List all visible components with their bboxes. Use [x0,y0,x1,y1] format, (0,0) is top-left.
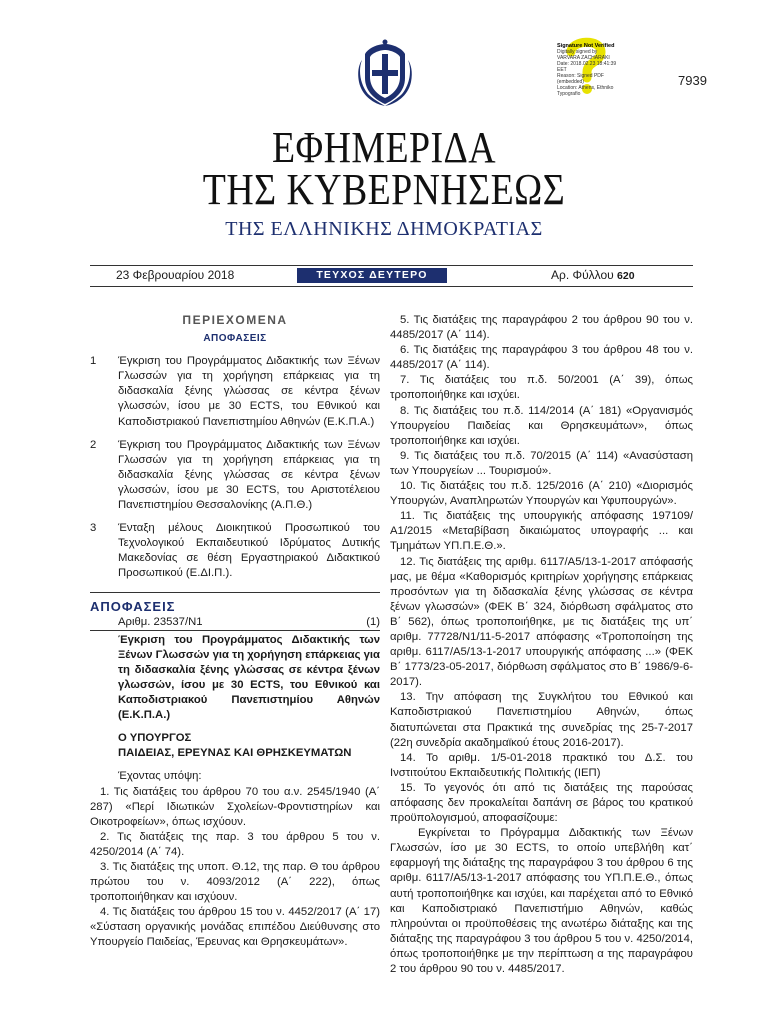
signature-details [557,43,616,97]
issue-series-badge: ΤΕΥΧΟΣ ΔΕΥΤΕΡΟ [297,268,447,283]
decision-paragraph: 5. Τις διατάξεις της παραγράφου 2 του άρθρου 90 του ν. 4485/2017 (Α΄ 114). [390,314,693,342]
decision-paragraph: 9. Τις διατάξεις του π.δ. 70/2015 (Α΄ 114) «Ανασύσταση των Υπουργείων ... Τουρισμού». [390,449,693,477]
decision-paragraph: 14. Το αριθμ. 1/5-01-2018 πρακτικό του Δ.Σ. του Ινστιτούτου Εκπαιδευτικής Πολιτικής (ΙΕΠ) [390,751,693,779]
signature-line: EET [557,67,567,73]
decision-paragraph: 7. Τις διατάξεις του π.δ. 50/2001 (Α΄ 39), όπως τροποποιήθηκε και ισχύει. [390,374,693,402]
signature-line: Date: 2018.02.23 18:41:39 [557,61,617,67]
decision-index: (1) [366,615,380,628]
gazette-subtitle: ΤΗΣ ΕΛΛΗΝΙΚΗΣ ΔΗΜΟΚΡΑΤΙΑΣ [225,218,543,240]
coat-of-arms-emblem [356,38,414,108]
issue-date: 23 Φεβρουαρίου 2018 [116,268,235,282]
toc-entry-number: 3 [90,522,97,535]
signature-line: VARVARA ZACHARAKI [557,55,610,61]
toc-entry-number: 2 [90,438,97,451]
signature-line: (embedded) [557,79,584,85]
signature-title: Signature Not Verified [557,43,615,49]
issue-bottom-rule [90,286,693,287]
gazette-title-line2: ΤΗΣ ΚΥΒΕΡΝΗΣΕΩΣ [202,165,566,214]
minister-line1: Ο ΥΠΟΥΡΓΟΣ [118,732,192,745]
toc-entry-text: Ένταξη μέλους Διοικητικού Προσωπικού του Τεχνολογικού Εκπαιδευτικού Ιδρύματος Δυτικής Μακεδονίας σε θέση Εργαστηριακού Διδακτικού Προσωπικού (Ε.ΔΙ.Π.). [118,522,380,580]
signature-line: Typografio [557,91,581,97]
decision-intro: Έχοντας υπόψη: [118,770,202,783]
toc-heading: ΠΕΡΙΕΧΟΜΕΝΑ [182,313,288,327]
toc-subheading: ΑΠΟΦΑΣΕΙΣ [203,333,267,345]
toc-entry [90,438,380,513]
decision-paragraph: 4. Τις διατάξεις του άρθρου 15 του ν. 4452/2017 (Α΄ 17) «Σύσταση οργανικής μονάδας επιπέδου Διεύθυνσης στο Υπουργείο Παιδείας, Έρευνας και Θρησκευμάτων». [90,906,380,949]
decision-title: Έγκριση του Προγράμματος Διδακτικής των Ξένων Γλωσσών για τη χορήγηση επάρκειας για τη διδασκαλία ξένης γλώσσας σε κέντρα ξένων γλωσσών, ίσου με 30 ECTS, του Εθνικού και Καποδιστριακού Πανεπιστημίου Αθηνών (Ε.Κ.Π.Α.) [118,633,380,722]
toc-entry-number: 1 [90,355,97,368]
signature-line: Digitally signed by [557,49,598,55]
toc-entry [90,521,380,581]
section-divider [90,592,380,593]
decision-paragraph: 11. Τις διατάξεις της υπουργικής απόφασης 197109/Α1/2015 «Μεταβίβαση δικαιώματος υπογραφής ... και Τμημάτων ΥΠ.Π.Ε.Θ.». [390,510,693,553]
decision-paragraph: 1. Τις διατάξεις του άρθρου 70 του α.ν. 2545/1940 (Α΄ 287) «Περί Ιδιωτικών Σχολείων-Φροντιστηρίων και Οικοτροφείων», όπως ισχύουν. [90,785,380,828]
sheet-number: 620 [617,270,635,282]
toc-entry-text: Έγκριση του Προγράμματος Διδακτικής των Ξένων Γλωσσών για τη χορήγηση επάρκειας για τη διδασκαλία ξένης γλώσσας σε κέντρα ξένων γλωσσών, ίσου με 30 ECTS, του Αριστοτέλειου Πανεπιστημίου Θεσσαλονίκης (Α.Π.Θ.) [118,438,380,512]
signature-line: Reason: Signed PDF [557,73,604,79]
gazette-title-line1: ΕΦΗΜΕΡΙΔΑ [271,123,497,172]
left-column [90,313,380,951]
minister-line2: ΠΑΙΔΕΙΑΣ, ΕΡΕΥΝΑΣ ΚΑΙ ΘΡΗΣΚΕΥΜΑΤΩΝ [118,747,352,760]
decision-paragraph: 6. Τις διατάξεις της παραγράφου 3 του άρθρου 48 του ν. 4485/2017 (Α΄ 114). [390,344,693,372]
toc-entry [90,354,380,429]
issue-top-rule [90,265,693,266]
decision-paragraph: 2. Τις διατάξεις της παρ. 3 του άρθρου 5 του ν. 4250/2014 (Α΄ 74). [90,830,380,858]
decision-number-row [90,615,380,631]
signature-line: Location: Athens, Ethniko [557,85,614,91]
decision-paragraph: 13. Την απόφαση της Συγκλήτου του Εθνικού και Καποδιστριακού Πανεπιστημίου Αθηνών, όπως διατυπώνεται στα Πρακτικά της συνεδρίας της 25-7-2017 (22η συνεδρία ακαδημαϊκού έτους 2016-2017). [390,691,693,749]
issue-sheet-number [551,268,635,282]
toc-entry-text: Έγκριση του Προγράμματος Διδακτικής των Ξένων Γλωσσών για τη χορήγηση επάρκειας για τη διδασκαλία ξένης γλώσσας σε κέντρα ξένων γλωσσών, ίσου με 30 ECTS, του Εθνικού και Καποδιστριακού Πανεπιστημίου Αθηνών (Ε.Κ.Π.Α.) [118,355,380,428]
decision-number: Αριθμ. 23537/Ν1 [118,615,203,628]
decision-paragraph: 8. Τις διατάξεις του π.δ. 114/2014 (Α΄ 181) «Οργανισμός Υπουργείου Παιδείας και Θρησκευμάτων», όπως τροποποιήθηκε και ισχύει. [390,404,693,447]
decisions-section-title: ΑΠΟΦΑΣΕΙΣ [90,598,176,614]
digital-signature-stamp [541,34,631,96]
decision-paragraph: 15. Το γεγονός ότι από τις διατάξεις της παρούσας απόφασης δεν προκαλείται δαπάνη σε βάρος του κρατικού προϋπολογισμού, αποφασίζουμε: [390,781,693,825]
right-column [390,313,693,977]
sheet-label: Αρ. Φύλλου [551,268,614,282]
decision-paragraph: 12. Τις διατάξεις της αριθμ. 6117/Α5/13-1-2017 απόφασής μας, με θέμα «Καθορισμός κριτηρίων χορήγησης επάρκειας προσόντων για τη διδασκαλία ξένης γλώσσας σε κέντρα ξένων γλωσσών» (ΦΕΚ Β΄ 324, διόρθωση σφάλματος στο Β΄ 562), όπως τροποποιήθηκε, με τις διατάξεις της υπ΄ αριθμ. 77728/Ν1/11-5-2017 απόφασης «Τροποποίηση της αριθμ. 6117/Α5/13-1-2017 υπουργικής απόφασης ...» (ΦΕΚ Β΄ 1773/23-05-2017, διόρθωση σφάλματος στο Β΄ 1986/9-6-2017). [390,555,693,689]
decision-paragraph: 3. Τις διατάξεις της υποπ. Θ.12, της παρ. Θ του άρθρου πρώτου του ν. 4093/2012 (Α΄ 222), όπως τροποποιήθηκαν και ισχύουν. [90,861,380,904]
page-number: 7939 [678,73,707,88]
decision-paragraph: 10. Τις διατάξεις του π.δ. 125/2016 (Α΄ 210) «Διορισμός Υπουργών, Αναπληρωτών Υπουργών και Υφυπουργών». [390,480,693,508]
decision-operative-paragraph: Εγκρίνεται το Πρόγραμμα Διδακτικής των Ξένων Γλωσσών, ίσο με 30 ECTS, το οποίο υπεβλήθη κατ΄ εφαρμογή της διάταξης της παραγράφου 3 του άρθρου 6 της αριθμ. 6117/Α5/13-1-2017 απόφασης του ΥΠ.Π.Ε.Θ., όπως αυτή τροποποιήθηκε και ισχύει, και παρέχεται από το Εθνικό και Καποδιστριακό Πανεπιστήμιο Αθηνών, καθώς πληρούνται οι προϋποθέσεις της ανωτέρω διάταξης και της διάταξης της παραγράφου 3 του άρθρου 5 του ν. 4250/2014, όπως τροποποιήθηκε με την περίπτωση α της παραγράφου 2 του άρθρου 90 του ν. 4485/2017. [390,827,693,976]
